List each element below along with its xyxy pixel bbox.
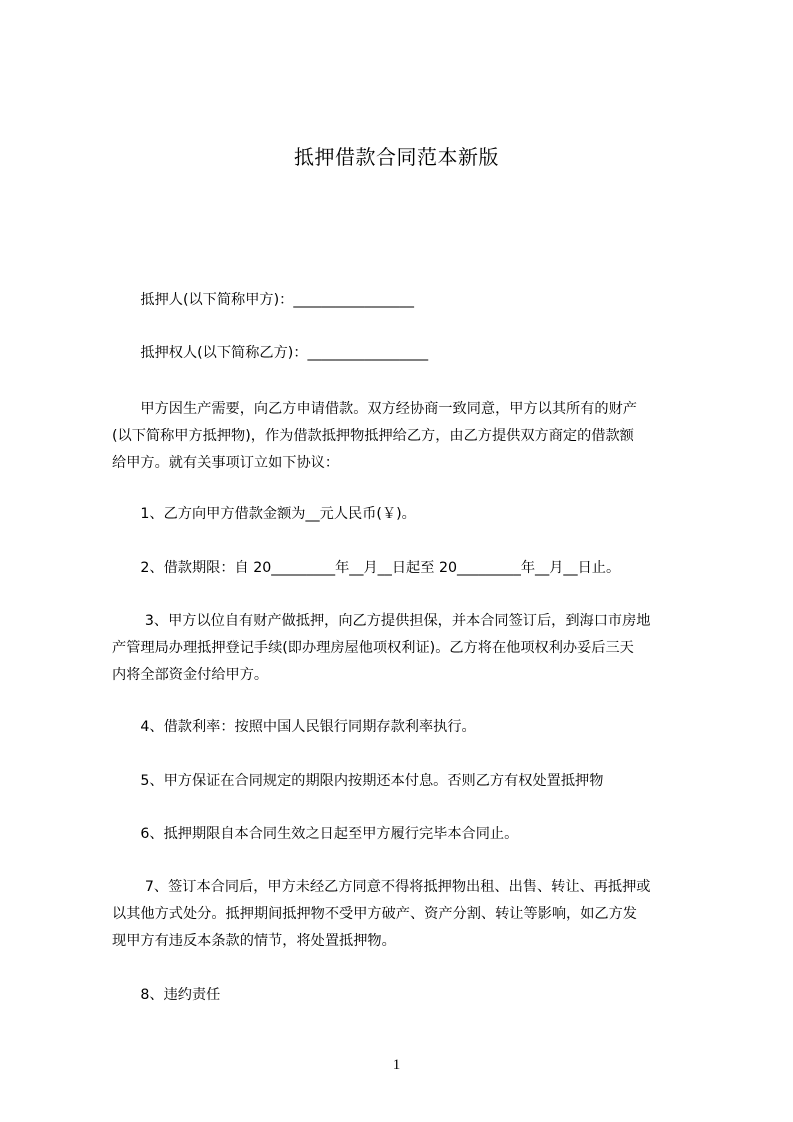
- document-title: 抵押借款合同范本新版: [294, 145, 499, 169]
- page-number: 1: [392, 1057, 401, 1073]
- mortgagor-line: 抵押人(以下简称甲方)：_________________: [112, 292, 414, 308]
- clause-4: 4、借款利率：按照中国人民银行同期存款利率执行。: [112, 719, 476, 735]
- clause-3-line-1: 3、甲方以位自有财产做抵押，向乙方提供担保，并本合同签订后，到海口市房地: [112, 613, 651, 629]
- clause-5: 5、甲方保证在合同规定的期限内按期还本付息。否则乙方有权处置抵押物: [112, 773, 604, 789]
- clause-8-heading: 8、违约责任: [112, 987, 221, 1003]
- clause-1: 1、乙方向甲方借款金额为__元人民币(￥)。: [112, 506, 416, 522]
- preamble-line-1: 甲方因生产需要，向乙方申请借款。双方经协商一致同意，甲方以其所有的财产: [112, 401, 637, 417]
- clause-2: 2、借款期限：自 20_________年__月__日起至 20_________年__月__日止。: [112, 560, 621, 576]
- clause-3-line-2: 产管理局办理抵押登记手续(即办理房屋他项权利证)。乙方将在他项权利办妥后三天: [112, 640, 634, 656]
- clause-3-line-3: 内将全部资金付给甲方。: [112, 667, 269, 683]
- preamble-line-2: (以下简称甲方抵押物)，作为借款抵押物抵押给乙方，由乙方提供双方商定的借款额: [112, 428, 634, 444]
- clause-7-line-3: 现甲方有违反本条款的情节，将处置抵押物。: [112, 933, 396, 949]
- clause-7-line-2: 以其他方式处分。抵押期间抵押物不受甲方破产、资产分割、转让等影响，如乙方发: [112, 906, 637, 922]
- preamble-line-3: 给甲方。就有关事项订立如下协议：: [112, 455, 340, 471]
- clause-6: 6、抵押期限自本合同生效之日起至甲方履行完毕本合同止。: [112, 826, 519, 842]
- mortgagee-line: 抵押权人(以下简称乙方)：_________________: [112, 345, 429, 361]
- clause-7-line-1: 7、签订本合同后，甲方未经乙方同意不得将抵押物出租、出售、转让、再抵押或: [112, 879, 651, 895]
